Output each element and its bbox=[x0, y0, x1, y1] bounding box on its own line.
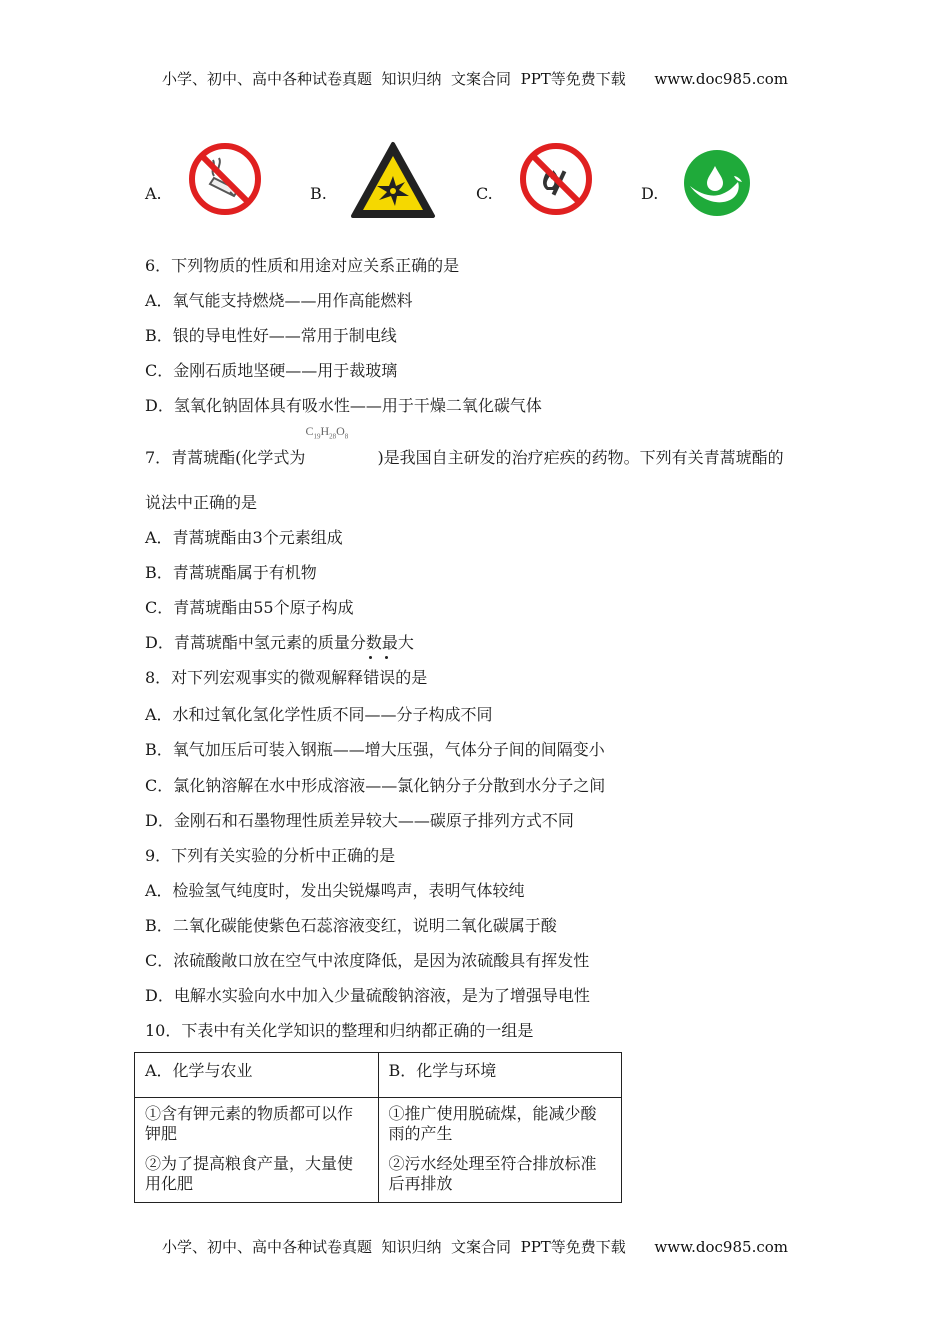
q5-option-a-label: A. bbox=[145, 184, 162, 203]
table-cell-b bbox=[378, 1098, 622, 1203]
q9-option-c: C．浓硫酸敞口放在空气中浓度降低，是因为浓硫酸具有挥发性 bbox=[145, 951, 590, 970]
q7-option-a: A．青蒿琥酯由3个元素组成 bbox=[145, 528, 343, 547]
q5-option-b-label: B. bbox=[310, 184, 327, 203]
q10-table bbox=[134, 1052, 622, 1203]
table-header-b: B．化学与环境 bbox=[378, 1053, 622, 1098]
q5-option-d-label: D. bbox=[641, 184, 659, 203]
q9-stem: 9．下列有关实验的分析中正确的是 bbox=[145, 846, 396, 865]
q6-option-d: D．氢氧化钠固体具有吸水性——用于干燥二氧化碳气体 bbox=[145, 396, 542, 415]
q7-option-c: C．青蒿琥酯由55个原子构成 bbox=[145, 598, 354, 617]
q6-stem: 6．下列物质的性质和用途对应关系正确的是 bbox=[145, 256, 460, 275]
q8-option-c: C．氯化钠溶解在水中形成溶液——氯化钠分子分散到水分子之间 bbox=[145, 776, 606, 795]
table-item: ①含有钾元素的物质都可以作钾肥 bbox=[145, 1104, 354, 1143]
q9-option-b: B．二氧化碳能使紫色石蕊溶液变红，说明二氧化碳属于酸 bbox=[145, 916, 557, 935]
q6-option-c: C．金刚石质地坚硬——用于裁玻璃 bbox=[145, 361, 398, 380]
page-footer: 小学、初中、高中各种试卷真题 知识归纳 文案合同 PPT等免费下载 www.doc985.com bbox=[161, 1238, 788, 1256]
q7-stem bbox=[145, 424, 784, 468]
table-item: ②为了提高粮食产量，大量使用化肥 bbox=[145, 1154, 354, 1193]
table-item: ①推广使用脱硫煤，能减少酸雨的产生 bbox=[388, 1104, 597, 1143]
q9-option-a: A．检验氢气纯度时，发出尖锐爆鸣声，表明气体较纯 bbox=[145, 881, 525, 900]
q6-option-a: A．氧气能支持燃烧——用作高能燃料 bbox=[145, 291, 413, 310]
page-header: 小学、初中、高中各种试卷真题 知识归纳 文案合同 PPT等免费下载 www.doc985.com bbox=[161, 70, 788, 88]
q8-option-d: D．金刚石和石墨物理性质差异较大——碳原子排列方式不同 bbox=[145, 811, 574, 830]
table-item: ②污水经处理至符合排放标准后再排放 bbox=[388, 1154, 597, 1193]
q7-option-d: D．青蒿琥酯中氢元素的质量分数最大 bbox=[145, 633, 414, 652]
q7-stem-start: 7．青蒿琥酯(化学式为 bbox=[145, 448, 306, 467]
q8-stem: 8．对下列宏观事实的微观解释 错误的是 bbox=[145, 668, 427, 688]
table-cell-a bbox=[135, 1098, 379, 1203]
emphasized-word: 错误 bbox=[363, 668, 395, 688]
q7-stem-end: )是我国自主研发的治疗疟疾的药物。下列有关青蒿琥酯的 bbox=[377, 448, 784, 467]
q5-option-c-label: C. bbox=[476, 184, 493, 203]
q6-option-b: B．银的导电性好——常用于制电线 bbox=[145, 326, 397, 345]
explosive-warning-icon bbox=[349, 140, 437, 220]
chemical-formula: $C_{19}H_{28}O_8$ bbox=[305, 424, 349, 441]
q7-option-b: B．青蒿琥酯属于有机物 bbox=[145, 563, 317, 582]
no-open-flame-icon bbox=[517, 140, 595, 218]
q8-option-a: A．水和过氧化氢化学性质不同——分子构成不同 bbox=[145, 705, 493, 724]
q7-stem-line2: 说法中正确的是 bbox=[145, 493, 258, 512]
q10-stem: 10．下表中有关化学知识的整理和归纳都正确的一组是 bbox=[145, 1021, 534, 1040]
q8-option-b: B．氧气加压后可装入钢瓶——增大压强，气体分子间的间隔变小 bbox=[145, 740, 605, 759]
table-header-a: A．化学与农业 bbox=[135, 1053, 379, 1098]
q9-option-d: D．电解水实验向水中加入少量硫酸钠溶液，是为了增强导电性 bbox=[145, 986, 590, 1005]
water-saving-icon bbox=[682, 148, 752, 218]
no-smoking-icon bbox=[186, 140, 264, 218]
